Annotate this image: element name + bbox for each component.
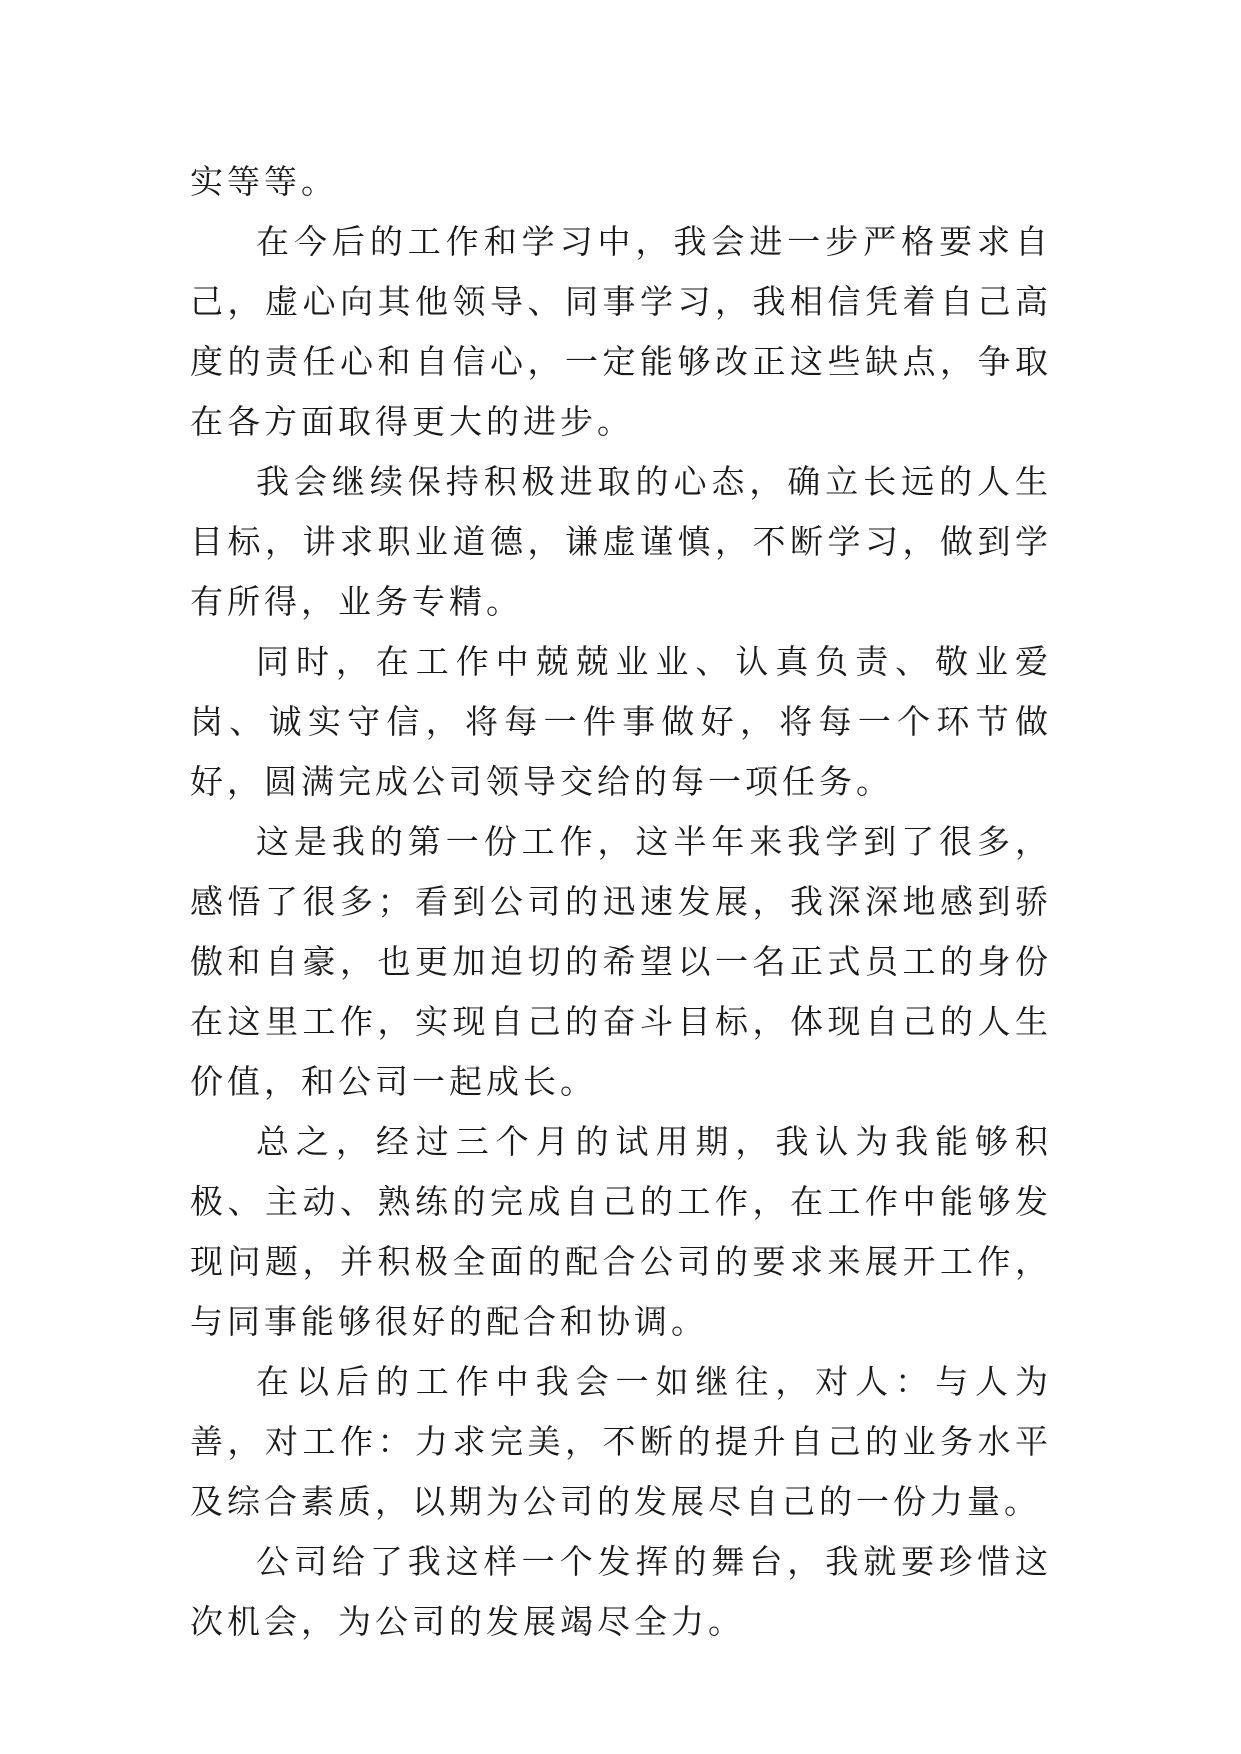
- paragraph: 这是我的第一份工作，这半年来我学到了很多，感悟了很多；看到公司的迅速发展，我深深地感到骄傲和自豪，也更加迫切的希望以一名正式员工的身份在这里工作，实现自己的奋斗目标，体现自己的人生价值，和公司一起成长。: [190, 822, 1052, 1101]
- paragraph: 总之，经过三个月的试用期，我认为我能够积极、主动、熟练的完成自己的工作，在工作中能够发现问题，并积极全面的配合公司的要求来展开工作，与同事能够很好的配合和协调。: [190, 1122, 1052, 1341]
- paragraph: 同时，在工作中兢兢业业、认真负责、敬业爱岗、诚实守信，将每一件事做好，将每一个环节做好，圆满完成公司领导交给的每一项任务。: [190, 642, 1052, 801]
- paragraph-continuation: 实等等。: [190, 162, 338, 201]
- paragraph: 在以后的工作中我会一如继往，对人：与人为善，对工作：力求完美，不断的提升自己的业务水平及综合素质，以期为公司的发展尽自己的一份力量。: [190, 1362, 1052, 1521]
- paragraph: 在今后的工作和学习中，我会进一步严格要求自己，虚心向其他领导、同事学习，我相信凭着自己高度的责任心和自信心，一定能够改正这些缺点，争取在各方面取得更大的进步。: [190, 222, 1052, 441]
- paragraph: 公司给了我这样一个发挥的舞台，我就要珍惜这次机会，为公司的发展竭尽全力。: [190, 1542, 1052, 1641]
- paragraph: 我会继续保持积极进取的心态，确立长远的人生目标，讲求职业道德，谦虚谨慎，不断学习，做到学有所得，业务专精。: [190, 462, 1052, 621]
- document-body: [190, 152, 1052, 1652]
